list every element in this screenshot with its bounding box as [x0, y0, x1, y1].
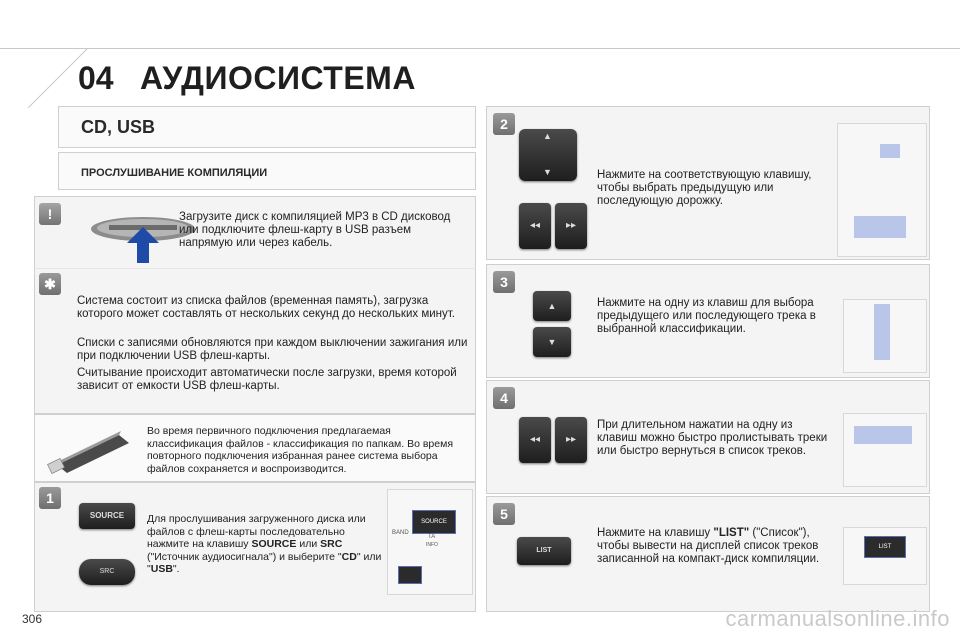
- step1-panel: [34, 482, 476, 612]
- src-key-highlight: [398, 566, 422, 584]
- chapter-number: 04: [78, 60, 114, 96]
- subsection-title-panel: [58, 152, 476, 190]
- src-button[interactable]: [79, 559, 135, 585]
- subsection-title: ПРОСЛУШИВАНИЕ КОМПИЛЯЦИИ: [81, 167, 268, 179]
- step4-text: При длительном нажатии на одну из клавиш можно быстро пролистывать треки или быстро вернуться в список треков.: [597, 419, 828, 457]
- step3-badge: 3: [493, 271, 515, 293]
- page-number: 306: [22, 612, 43, 626]
- step5-text-a: Нажмите на клавишу: [597, 527, 714, 539]
- source-key-label: SOURCE: [421, 519, 447, 525]
- step3-up-down-highlight: [874, 304, 890, 360]
- chevron-down-icon: ▼: [543, 167, 552, 177]
- step1-badge: 1: [39, 487, 61, 509]
- step1-text-c: ("Источник аудиосигнала") и выберите ": [147, 550, 342, 563]
- step2-rewind-button[interactable]: ◂◂: [519, 203, 551, 249]
- section-title: CD, USB: [81, 117, 156, 137]
- step4-forward-button[interactable]: ▸▸: [555, 417, 587, 463]
- steering-wheel-seek-highlight: [854, 216, 906, 238]
- up-button[interactable]: [533, 291, 571, 321]
- step1-key-usb: USB: [150, 563, 173, 575]
- info-paragraph-2: Списки с записями обновляются при каждом выключении зажигания или при подключении USB флеш-карты.: [77, 337, 468, 362]
- chevron-up-icon: ▲: [543, 131, 552, 141]
- list-key-highlight: [864, 536, 906, 558]
- header-rule: [0, 48, 960, 49]
- warning-icon: !: [39, 203, 61, 225]
- band-label: BAND: [392, 530, 409, 536]
- usb-note-panel: [34, 414, 476, 482]
- watermark: carmanualsonline.info: [725, 606, 950, 631]
- ta-label: TA: [428, 534, 436, 540]
- chapter-title: АУДИОСИСТЕМА: [140, 60, 416, 96]
- source-key-highlight: [412, 510, 456, 534]
- step2-text: Нажмите на соответствующую клавишу, чтобы выбрать предыдущую или последующую дорожку.: [597, 169, 812, 207]
- step1-text-b: или: [296, 538, 321, 550]
- chevron-down-icon: ▼: [547, 337, 557, 347]
- steering-wheel-up-down-highlight: [880, 144, 900, 158]
- info-label: INFO: [426, 542, 438, 548]
- list-button[interactable]: [517, 537, 571, 565]
- info-paragraph-1: Система состоит из списка файлов (временная память), загрузка которого может составлять от нескольких секунд до нескольких минут.: [77, 295, 455, 320]
- step4-badge: 4: [493, 387, 515, 409]
- usb-stick-illustration: [47, 423, 137, 475]
- warning-panel: [34, 196, 476, 270]
- step4-panel: [486, 380, 930, 494]
- source-button[interactable]: [79, 503, 135, 529]
- step4-rewind-button[interactable]: ◂◂: [519, 417, 551, 463]
- step1-text-d: " или ": [147, 550, 382, 575]
- step5-key-list: "LIST": [713, 527, 750, 539]
- step2-badge: 2: [493, 113, 515, 135]
- info-panel: [34, 268, 476, 414]
- step1-key-src: SRC: [320, 538, 343, 550]
- step4-seek-highlight: [854, 426, 912, 444]
- step5-text-b: ("Список"), чтобы вывести на дисплей список треков записанной на компакт-диск компиляции.: [597, 527, 820, 565]
- usb-note-text: Во время первичного подключения предлагаемая классификация файлов - классификация по папкам. Во время повторного подключения избранная ранее система выбора файлов сохраняется и воспроизводится.: [147, 425, 454, 475]
- step5-panel: [486, 496, 930, 612]
- list-key-label: LIST: [878, 544, 892, 550]
- gear-icon: ✱: [39, 273, 61, 295]
- up-down-rocker[interactable]: [519, 129, 577, 181]
- step3-panel: [486, 264, 930, 378]
- list-button-label: LIST: [536, 547, 552, 554]
- warning-text: Загрузите диск с компиляцией MP3 в CD дисковод или подключите флеш-карту в USB разъем напрямую или через кабель.: [179, 211, 451, 249]
- step4-control-panel-illustration: [843, 413, 927, 487]
- down-button[interactable]: [533, 327, 571, 357]
- step1-key-cd: CD: [341, 550, 357, 563]
- info-paragraph-3: Считывание происходит автоматически после загрузки, время которой зависит от емкости USB флеш-карты.: [77, 367, 457, 392]
- section-title-panel: [58, 106, 476, 148]
- steering-wheel-controls-illustration: [837, 123, 927, 257]
- radio-panel-illustration: [387, 489, 473, 595]
- step1-text-e: ".: [172, 563, 180, 575]
- step3-control-panel-illustration: [843, 299, 927, 373]
- chevron-up-icon: ▲: [547, 301, 557, 311]
- source-button-label: SOURCE: [89, 511, 125, 520]
- step3-text: Нажмите на одну из клавиш для выбора предыдущего или последующего трека в выбранной классификации.: [597, 297, 816, 335]
- step2-forward-button[interactable]: ▸▸: [555, 203, 587, 249]
- step1-key-source: SOURCE: [251, 538, 297, 550]
- src-button-label: SRC: [99, 568, 115, 575]
- step1-text: [147, 513, 383, 576]
- step2-panel: [486, 106, 930, 260]
- step5-radio-panel-illustration: [843, 527, 927, 585]
- step5-badge: 5: [493, 503, 515, 525]
- step1-text-a: Для прослушивания загруженного диска или файлов с флеш-карты последовательно нажмите на клавишу: [147, 513, 366, 550]
- step5-text: [597, 527, 829, 566]
